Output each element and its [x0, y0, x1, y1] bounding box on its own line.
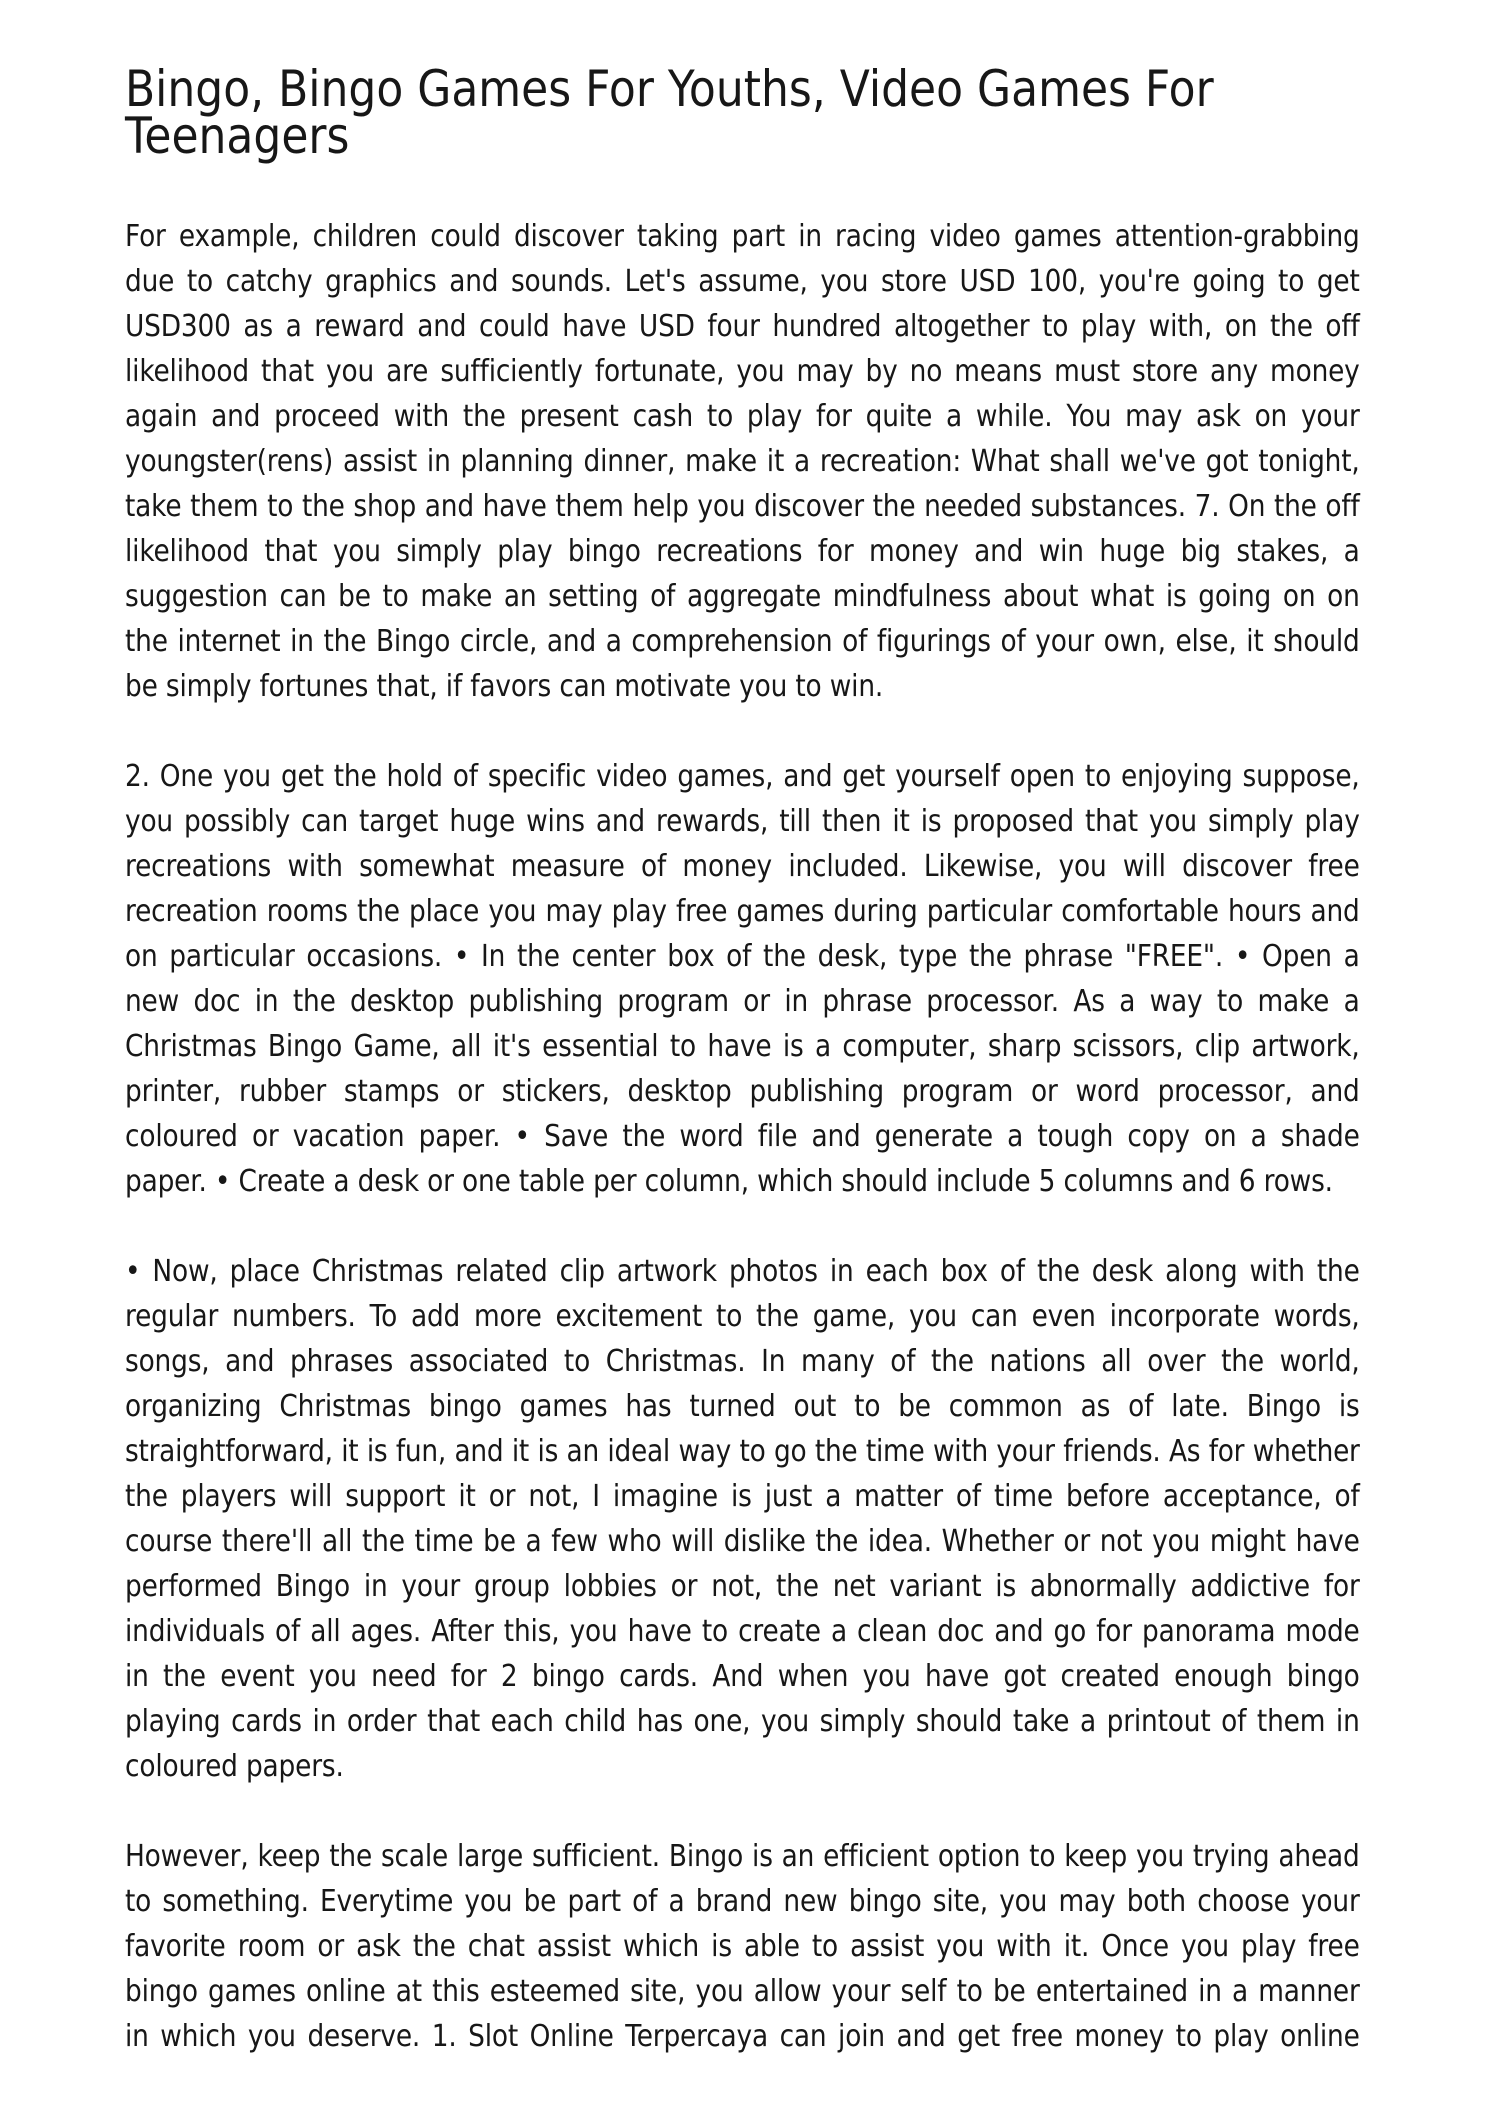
paragraph-line: likelihood that you are sufficiently fortunate, you may by no means must store any money: [125, 354, 1360, 389]
paragraph-line: in the event you need for 2 bingo cards. And when you have got created enough bingo: [125, 1659, 1360, 1694]
paragraph-line: For example, children could discover taking part in racing video games attention-grabbing: [125, 219, 1360, 254]
paragraph-line: USD300 as a reward and could have USD four hundred altogether to play with, on the off: [125, 309, 1360, 344]
paragraph-line: performed Bingo in your group lobbies or not, the net variant is abnormally addictive for: [125, 1569, 1360, 1604]
document-page: [125, 0, 1360, 2059]
paragraph-line: However, keep the scale large sufficient. Bingo is an efficient option to keep you trying ahead: [125, 1839, 1360, 1874]
paragraph-line: • Now, place Christmas related clip artwork photos in each box of the desk along with the: [125, 1254, 1360, 1289]
paragraph-line: Christmas Bingo Game, all it's essential to have is a computer, sharp scissors, clip artwork,: [125, 1029, 1360, 1064]
paragraph-line: organizing Christmas bingo games has turned out to be common as of late. Bingo is: [125, 1389, 1360, 1424]
paragraph-line: coloured papers.: [125, 1749, 344, 1784]
paragraph: [125, 1249, 1360, 1789]
paragraph-line: on particular occasions. • In the center box of the desk, type the phrase "FREE". • Open a: [125, 939, 1360, 974]
paragraph-line: to something. Everytime you be part of a brand new bingo site, you may both choose your: [125, 1884, 1360, 1919]
paragraph-line: the players will support it or not, I imagine is just a matter of time before acceptance, of: [125, 1479, 1360, 1514]
paragraph-line: likelihood that you simply play bingo recreations for money and win huge big stakes, a: [125, 534, 1360, 569]
paragraph-line: paper. • Create a desk or one table per column, which should include 5 columns and 6 rows.: [125, 1164, 1333, 1199]
paragraph-line: regular numbers. To add more excitement to the game, you can even incorporate words,: [125, 1299, 1360, 1334]
paragraph-line: songs, and phrases associated to Christmas. In many of the nations all over the world,: [125, 1344, 1360, 1379]
page-title: [125, 60, 1360, 165]
paragraph: [125, 214, 1360, 709]
paragraph: [125, 754, 1360, 1204]
paragraph-line: printer, rubber stamps or stickers, desktop publishing program or word processor, and: [125, 1074, 1360, 1109]
paragraph-line: take them to the shop and have them help you discover the needed substances. 7. On the off: [125, 489, 1360, 524]
paragraph-line: straightforward, it is fun, and it is an ideal way to go the time with your friends. As for whether: [125, 1434, 1360, 1469]
paragraph-line: in which you deserve. 1. Slot Online Terpercaya can join and get free money to play online: [125, 2019, 1360, 2054]
paragraph-line: course there'll all the time be a few who will dislike the idea. Whether or not you might have: [125, 1524, 1360, 1559]
paragraph-line: suggestion can be to make an setting of aggregate mindfulness about what is going on on: [125, 579, 1360, 614]
paragraph-line: youngster(rens) assist in planning dinner, make it a recreation: What shall we've got tonight,: [125, 444, 1360, 479]
paragraph-line: the internet in the Bingo circle, and a comprehension of figurings of your own, else, it should: [125, 624, 1360, 659]
paragraph-line: playing cards in order that each child has one, you simply should take a printout of them in: [125, 1704, 1360, 1739]
paragraph-line: recreation rooms the place you may play free games during particular comfortable hours and: [125, 894, 1360, 929]
paragraph-line: recreations with somewhat measure of money included. Likewise, you will discover free: [125, 849, 1360, 884]
document-body: [125, 214, 1360, 2059]
page-title-line-2: Teenagers: [125, 107, 350, 165]
paragraph-line: due to catchy graphics and sounds. Let's assume, you store USD 100, you're going to get: [125, 264, 1360, 299]
paragraph-line: again and proceed with the present cash to play for quite a while. You may ask on your: [125, 399, 1360, 434]
paragraph: [125, 1834, 1360, 2059]
page-title-line-1: Bingo, Bingo Games For Youths, Video Games For: [125, 60, 1214, 118]
paragraph-line: be simply fortunes that, if favors can motivate you to win.: [125, 669, 884, 704]
paragraph-line: individuals of all ages. After this, you have to create a clean doc and go for panorama mode: [125, 1614, 1360, 1649]
paragraph-line: bingo games online at this esteemed site, you allow your self to be entertained in a manner: [125, 1974, 1360, 2009]
paragraph-line: favorite room or ask the chat assist which is able to assist you with it. Once you play free: [125, 1929, 1360, 1964]
paragraph-line: 2. One you get the hold of specific video games, and get yourself open to enjoying suppose,: [125, 759, 1360, 794]
paragraph-line: coloured or vacation paper. • Save the word file and generate a tough copy on a shade: [125, 1119, 1360, 1154]
paragraph-line: you possibly can target huge wins and rewards, till then it is proposed that you simply play: [125, 804, 1360, 839]
paragraph-line: new doc in the desktop publishing program or in phrase processor. As a way to make a: [125, 984, 1360, 1019]
